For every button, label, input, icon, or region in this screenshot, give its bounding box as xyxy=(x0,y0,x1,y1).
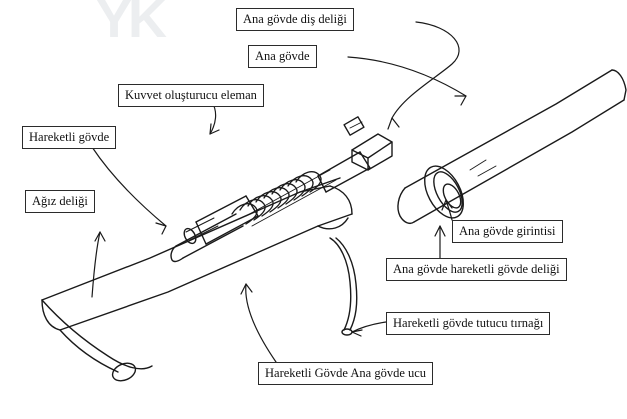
leader-ana-govde-ucu xyxy=(246,284,276,362)
leader-ana-govde xyxy=(348,57,466,96)
callout-kuvvet-olusturucu-eleman: Kuvvet oluşturucu eleman xyxy=(118,84,264,107)
leader-ana-govde-dis-deligi xyxy=(392,22,459,118)
callout-ana-govde: Ana gövde xyxy=(248,45,317,68)
tirnak-ozelligi xyxy=(330,238,357,335)
leader-lines xyxy=(92,22,466,362)
callout-hareketli-govde-ana-govde-ucu: Hareketli Gövde Ana gövde ucu xyxy=(258,362,433,385)
leader-agiz-deligi xyxy=(92,232,100,297)
callout-ana-govde-hareketli-govde-deligi: Ana gövde hareketli gövde deliği xyxy=(386,258,567,281)
callout-hareketli-govde: Hareketli gövde xyxy=(22,126,116,149)
leader-hareketli-govde xyxy=(92,147,166,226)
govde-dis-deligi-ozelligi xyxy=(344,117,392,170)
callout-hareketli-govde-tutucu-tirnagi: Hareketli gövde tutucu tırnağı xyxy=(386,312,550,335)
callout-ana-govde-girintisi: Ana gövde girintisi xyxy=(452,220,563,243)
watermark: YK xyxy=(96,0,164,49)
ana-govde-boru xyxy=(398,70,626,224)
callout-ana-govde-dis-deligi: Ana gövde diş deliği xyxy=(236,8,354,31)
callout-agiz-deligi: Ağız deliği xyxy=(25,190,95,213)
